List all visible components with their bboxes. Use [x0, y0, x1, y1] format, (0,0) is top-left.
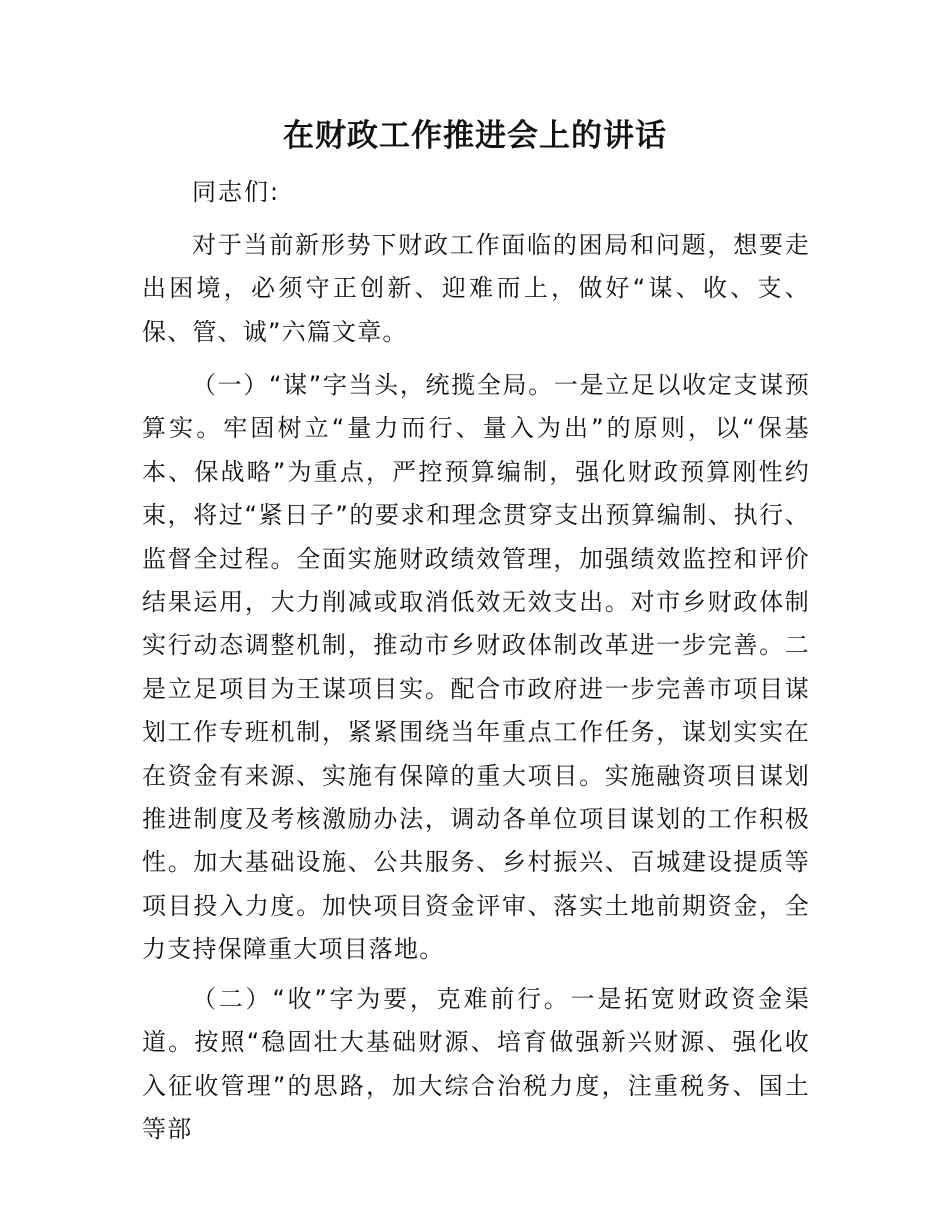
paragraph-section-two: （二）“收”字为要，克难前行。一是拓宽财政资金渠道。按照“稳固壮大基础财源、培育做强新兴财源、强化收入征收管理”的思路，加大综合治税力度，注重税务、国土等部 [142, 985, 810, 1144]
paragraph-section-one: （一）“谋”字当头，统揽全局。一是立足以收定支谋预算实。牢固树立“量力而行、量入为出”的原则，以“保基本、保战略”为重点，严控预算编制，强化财政预算刚性约束，将过“紧日子”的要求和理念贯穿支出预算编制、执行、监督全过程。全面实施财政绩效管理，加强绩效监控和评价结果运用，大力削减或取消低效无效支出。对市乡财政体制实行动态调整机制，推动市乡财政体制改革进一步完善。二是立足项目为王谋项目实。配合市政府进一步完善市项目谋划工作专班机制，紧紧围绕当年重点工作任务，谋划实实在在资金有来源、实施有保障的重大项目。实施融资项目谋划推进制度及考核激励办法，调动各单位项目谋划的工作积极性。加大基础设施、公共服务、乡村振兴、百城建设提质等项目投入力度。加快项目资金评审、落实土地前期资金，全力支持保障重大项目落地。 [142, 371, 810, 964]
page-title: 在财政工作推进会上的讲话 [283, 118, 667, 154]
greeting: 同志们: [192, 178, 281, 206]
paragraph-intro: 对于当前新形势下财政工作面临的困局和问题，想要走出困境，必须守正创新、迎难而上，做好“谋、收、支、保、管、诚”六篇文章。 [142, 231, 810, 346]
